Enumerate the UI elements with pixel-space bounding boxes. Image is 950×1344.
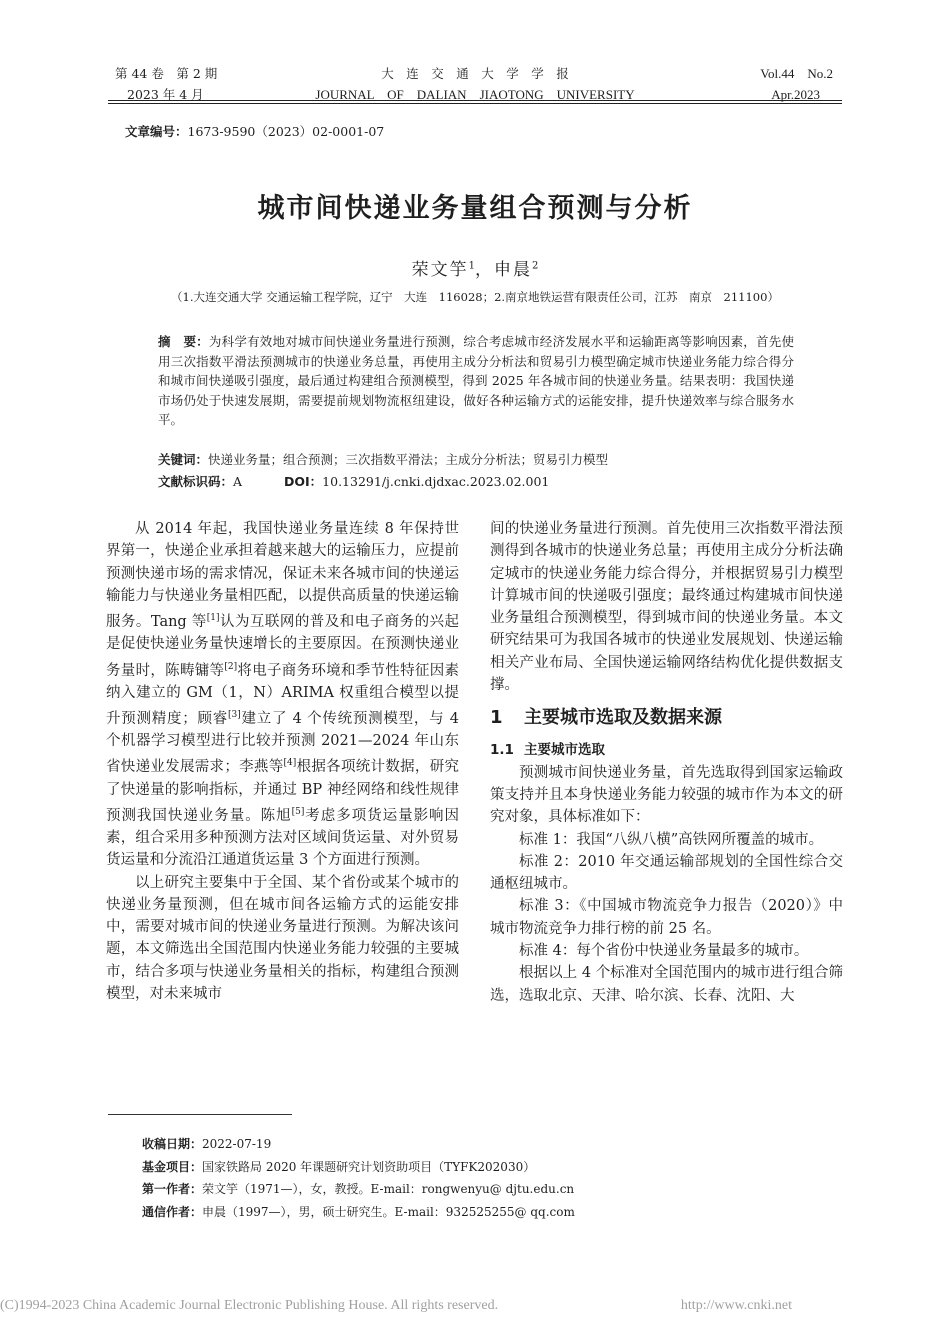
first-author-text: 荣文竽（1971—），女，教授。E-mail：rongwenyu@ djtu.edu.cn <box>202 1182 575 1196</box>
intro-paragraph-2: 以上研究主要集中于全国、某个省份或某个城市的快递业务量预测，但在城市间各运输方式的运能安排中，需要对城市间的快递业务量进行预测。为解决该问题，本文筛选出全国范围内快递业务能力较强的主要城市，结合多项与快递业务量相关的指标，构建组合预测模型，对未来城市 <box>106 874 459 1003</box>
author-2: 申晨 <box>494 260 532 280</box>
fund-label: 基金项目： <box>142 1159 203 1174</box>
header-rule-double <box>108 103 842 104</box>
affiliation: （1.大连交通大学 交通运输工程学院，辽宁 大连 116028；2.南京地铁运营有限责任公司，江苏 南京 211100） <box>171 290 779 304</box>
footnote-corresponding-author <box>142 1201 575 1224</box>
criterion-3: 标准 3：《中国城市物流竞争力报告（2020）》中城市物流竞争力排行榜的前 25 名。 <box>490 898 843 937</box>
paragraph-criteria-intro: 预测城市间快递业务量，首先选取得到国家运输政策支持并且本身快递业务能力较强的城市作为本文的研究对象，具体标准如下： <box>490 764 843 826</box>
intro-paragraph-2-cont: 间的快递业务量进行预测。首先使用三次指数平滑法预测得到各城市的快递业务总量；再使用主成分分析法确定城市的快递业务能力综合得分，并根据贸易引力模型计算城市间的快递吸引强度；最终通过构建城市间快递业务量组合预测模型，得到城市间的快递业务量。本文研究结果可为我国各城市的快递业发展规划、快递运输相关产业布局、全国快递运输网络结构优化提供数据支撑。 <box>490 521 843 694</box>
section-1-number: 1 <box>490 707 503 729</box>
paper-title: 城市间快递业务量组合预测与分析 <box>257 193 693 224</box>
section-1-1-title: 主要城市选取 <box>524 742 605 759</box>
author-sep: ， <box>475 260 494 280</box>
footnote-received <box>142 1133 575 1156</box>
p1-text-d: 建立了 4 个传统预测模型，与 4 个机器学习模型进行比较并预测 2021—2024 年山东省快递业发展需求；李燕等 <box>106 710 460 776</box>
author-2-sup: 2 <box>532 260 539 272</box>
cnki-site-watermark: http://www.cnki.net <box>680 1298 792 1313</box>
corresponding-author-label: 通信作者： <box>142 1204 203 1219</box>
header-journal-cn: 大 连 交 通 大 学 学 报 <box>381 66 569 81</box>
p1-text-f: 考虑多项货运量影响因素，组合采用多种预测方法对区域间货运量、对外贸易货运量和分流沿江通道货运量 3 个方面进行预测。 <box>106 807 460 869</box>
citation-3: [3] <box>228 710 241 721</box>
header-vol-en: Vol.44 No.2 <box>760 66 833 81</box>
doi-value: 10.13291/j.cnki.djdxac.2023.02.001 <box>322 474 550 489</box>
article-number-value: 1673-9590（2023）02-0001-07 <box>187 124 385 139</box>
footnote-first-author <box>142 1178 575 1201</box>
author-1-sup: 1 <box>468 260 475 272</box>
footnote-fund <box>142 1156 575 1179</box>
corresponding-author-text: 申晨（1997—），男，硕士研究生。E-mail：932525255@ qq.com <box>202 1204 575 1219</box>
doc-code-label: 文献标识码： <box>158 474 234 489</box>
received-label: 收稿日期： <box>142 1137 203 1151</box>
p1-text-e: 根据各项统计数据，研究了快递量的影响指标，并通过 BP 神经网络和线性规律预测我国快递业务量。陈旭 <box>106 759 460 824</box>
paragraph-city-selection: 根据以上 4 个标准对全国范围内的城市进行组合筛选，选取北京、天津、哈尔滨、长春、沈阳、大 <box>490 965 843 1004</box>
header-rule <box>108 100 842 101</box>
abstract-label: 摘 要： <box>158 334 209 349</box>
article-number <box>125 122 384 140</box>
intro-paragraph-1 <box>106 518 459 872</box>
section-1-1-heading <box>490 739 843 761</box>
section-1-heading <box>490 705 843 731</box>
abstract-text: 为科学有效地对城市间快递业务量进行预测，综合考虑城市经济发展水平和运输距离等影响因素，首先使用三次指数平滑法预测城市的快递业务总量，再使用主成分分析法和贸易引力模型确定城市快递业务能力综合得分和城市间快递吸引强度，最后通过构建组合预测模型，得到 2025 年各城市间的快递业务量。结果表明：我国快递市场仍处于快速发展期，需要提前规划物流枢纽建设，做好各种运输方式的运能安排，提升快递效率与综合服务水平。 <box>158 334 794 427</box>
body-column-left <box>106 518 459 1005</box>
citation-4: [4] <box>283 758 297 769</box>
criterion-1: 标准 1：我国“八纵八横”高铁网所覆盖的城市。 <box>519 831 824 848</box>
abstract <box>158 332 794 430</box>
footnotes <box>142 1133 575 1223</box>
header-journal-en: JOURNAL OF DALIAN JIAOTONG UNIVERSITY <box>315 87 635 102</box>
header-date-cn: 2023 年 4 月 <box>127 87 204 102</box>
authors <box>0 255 950 280</box>
header-date-en: Apr.2023 <box>771 87 820 102</box>
doc-code-line <box>158 472 794 491</box>
keywords-text: 快递业务量；组合预测；三次指数平滑法；主成分分析法；贸易引力模型 <box>208 452 609 467</box>
doi-label: DOI： <box>284 474 323 489</box>
criterion-4: 标准 4：每个省份中快递业务量最多的城市。 <box>519 943 809 960</box>
first-author-label: 第一作者： <box>142 1182 203 1196</box>
section-1-title: 主要城市选取及数据来源 <box>524 707 722 729</box>
header-volume: 第 44 卷 第 2 期 <box>115 66 218 81</box>
p1-text-a: 从 2014 年起，我国快递业务量连续 8 年保持世界第一，快递企业承担着越来越大的运输压力，应提前预测快递市场的需求情况，保证未来各城市间的快递运输能力与快递业务量相匹配，以提供高质量的快递运输服务。Tang 等 <box>106 521 459 631</box>
keywords <box>158 450 794 469</box>
fund-text: 国家铁路局 2020 年课题研究计划资助项目（TYFK202030） <box>202 1159 536 1174</box>
body-column-right <box>490 518 843 1007</box>
citation-5: [5] <box>291 806 305 817</box>
citation-1: [1] <box>206 613 220 624</box>
article-number-label: 文章编号： <box>125 124 188 139</box>
author-1: 荣文竽 <box>411 260 469 280</box>
citation-2: [2] <box>224 661 238 672</box>
section-1-1-number: 1.1 <box>490 742 514 759</box>
criterion-2: 标准 2：2010 年交通运输部规划的全国性综合交通枢纽城市。 <box>490 853 843 893</box>
keywords-label: 关键词： <box>158 452 209 467</box>
p1-text-c: 将电子商务环境和季节性特征因素纳入建立的 GM（1，N）ARIMA 权重组合模型以提升预测精度；顾睿 <box>106 662 460 727</box>
footnote-rule <box>108 1114 292 1115</box>
copyright-watermark: (C)1994-2023 China Academic Journal Electronic Publishing House. All rights reserved. <box>0 1298 499 1313</box>
p1-text-b: 认为互联网的普及和电子商务的兴起是促使快递业务量快速增长的主要原因。在预测快递业务量时，陈畴镛等 <box>106 614 460 679</box>
received-date: 2022-07-19 <box>202 1137 272 1151</box>
doc-code-value: A <box>233 474 243 489</box>
